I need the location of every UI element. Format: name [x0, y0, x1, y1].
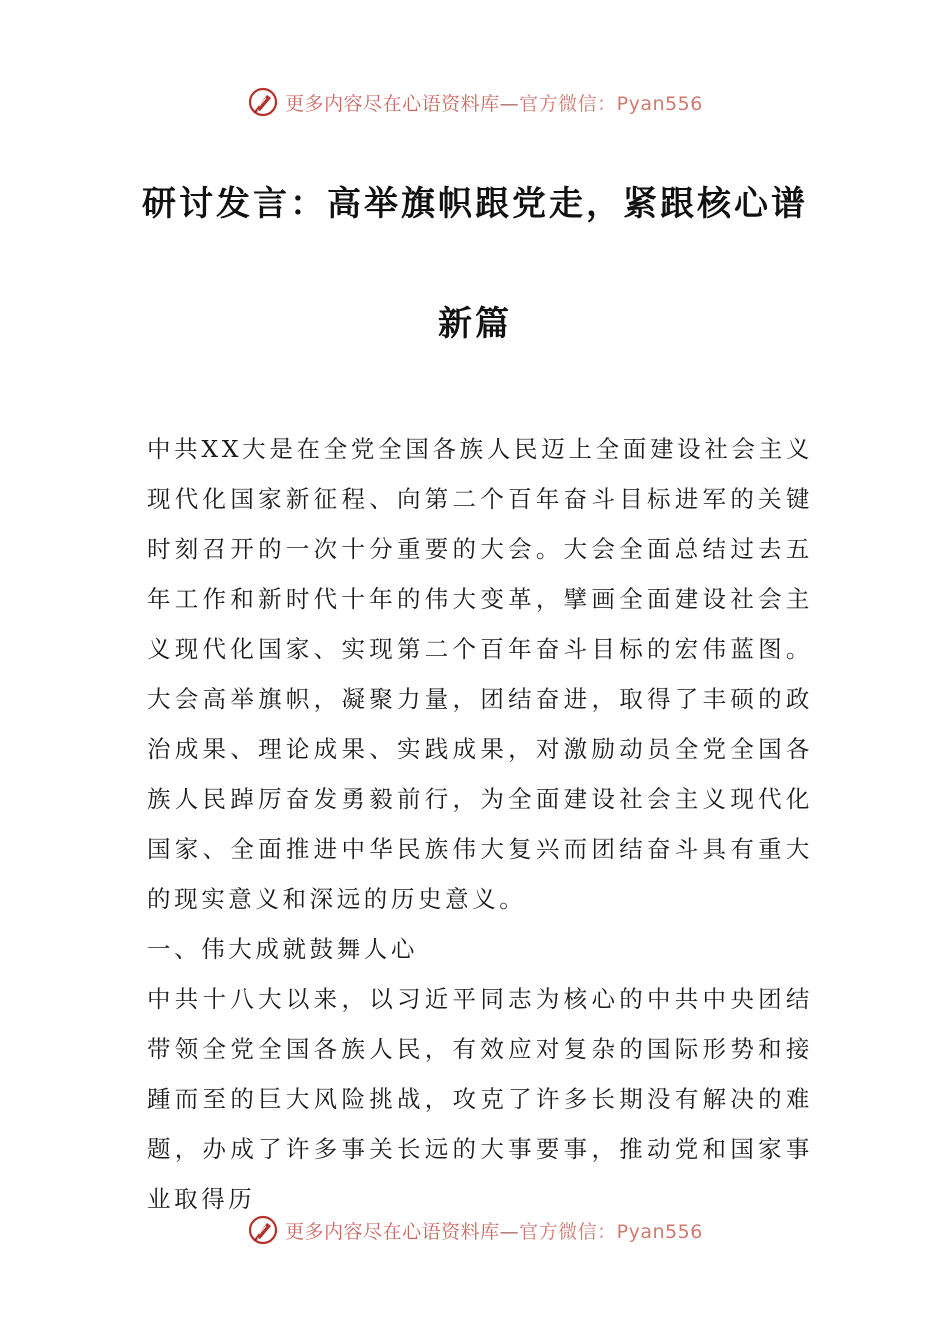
banner-site-name: 更多内容尽在心语资料库 [285, 1220, 500, 1243]
banner-text [285, 1217, 703, 1244]
banner-wechat: 官方微信：Pyan556 [519, 92, 703, 115]
document-title-line-2: 新篇 [438, 304, 512, 344]
banner-wechat: 官方微信：Pyan556 [519, 1220, 703, 1243]
pen-nib-logo-icon [247, 86, 279, 118]
document-title-line-1: 研讨发言：高举旗帜跟党走，紧跟核心谱 [142, 184, 808, 224]
pen-nib-logo-icon [247, 1214, 279, 1246]
banner-dash: — [499, 92, 520, 115]
banner-text [285, 89, 703, 116]
section-heading-1: 一、伟大成就鼓舞人心 [147, 935, 418, 963]
paragraph-intro: 中共XX大是在全党全国各族人民迈上全面建设社会主义现代化国家新征程、向第二个百年奋斗目标进军的关键时刻召开的一次十分重要的大会。大会全面总结过去五年工作和新时代十年的伟大变革，擘画全面建设社会主义现代化国家、实现第二个百年奋斗目标的宏伟蓝图。大会高举旗帜，凝聚力量，团结奋进，取得了丰硕的政治成果、理论成果、实践成果，对激励动员全党全国各族人民踔厉奋发勇毅前行，为全面建设社会主义现代化国家、全面推进中华民族伟大复兴而团结奋斗具有重大的现实意义和深远的历史意义。 [147, 435, 813, 913]
banner-site-name: 更多内容尽在心语资料库 [285, 92, 500, 115]
header-banner [0, 80, 950, 124]
banner-dash: — [499, 1220, 520, 1243]
paragraph-section-1: 中共十八大以来，以习近平同志为核心的中共中央团结带领全党全国各族人民，有效应对复杂的国际形势和接踵而至的巨大风险挑战，攻克了许多长期没有解决的难题，办成了许多事关长远的大事要事，推动党和国家事业取得历 [147, 985, 813, 1213]
footer-banner [0, 1208, 950, 1252]
document-body [147, 424, 813, 1224]
